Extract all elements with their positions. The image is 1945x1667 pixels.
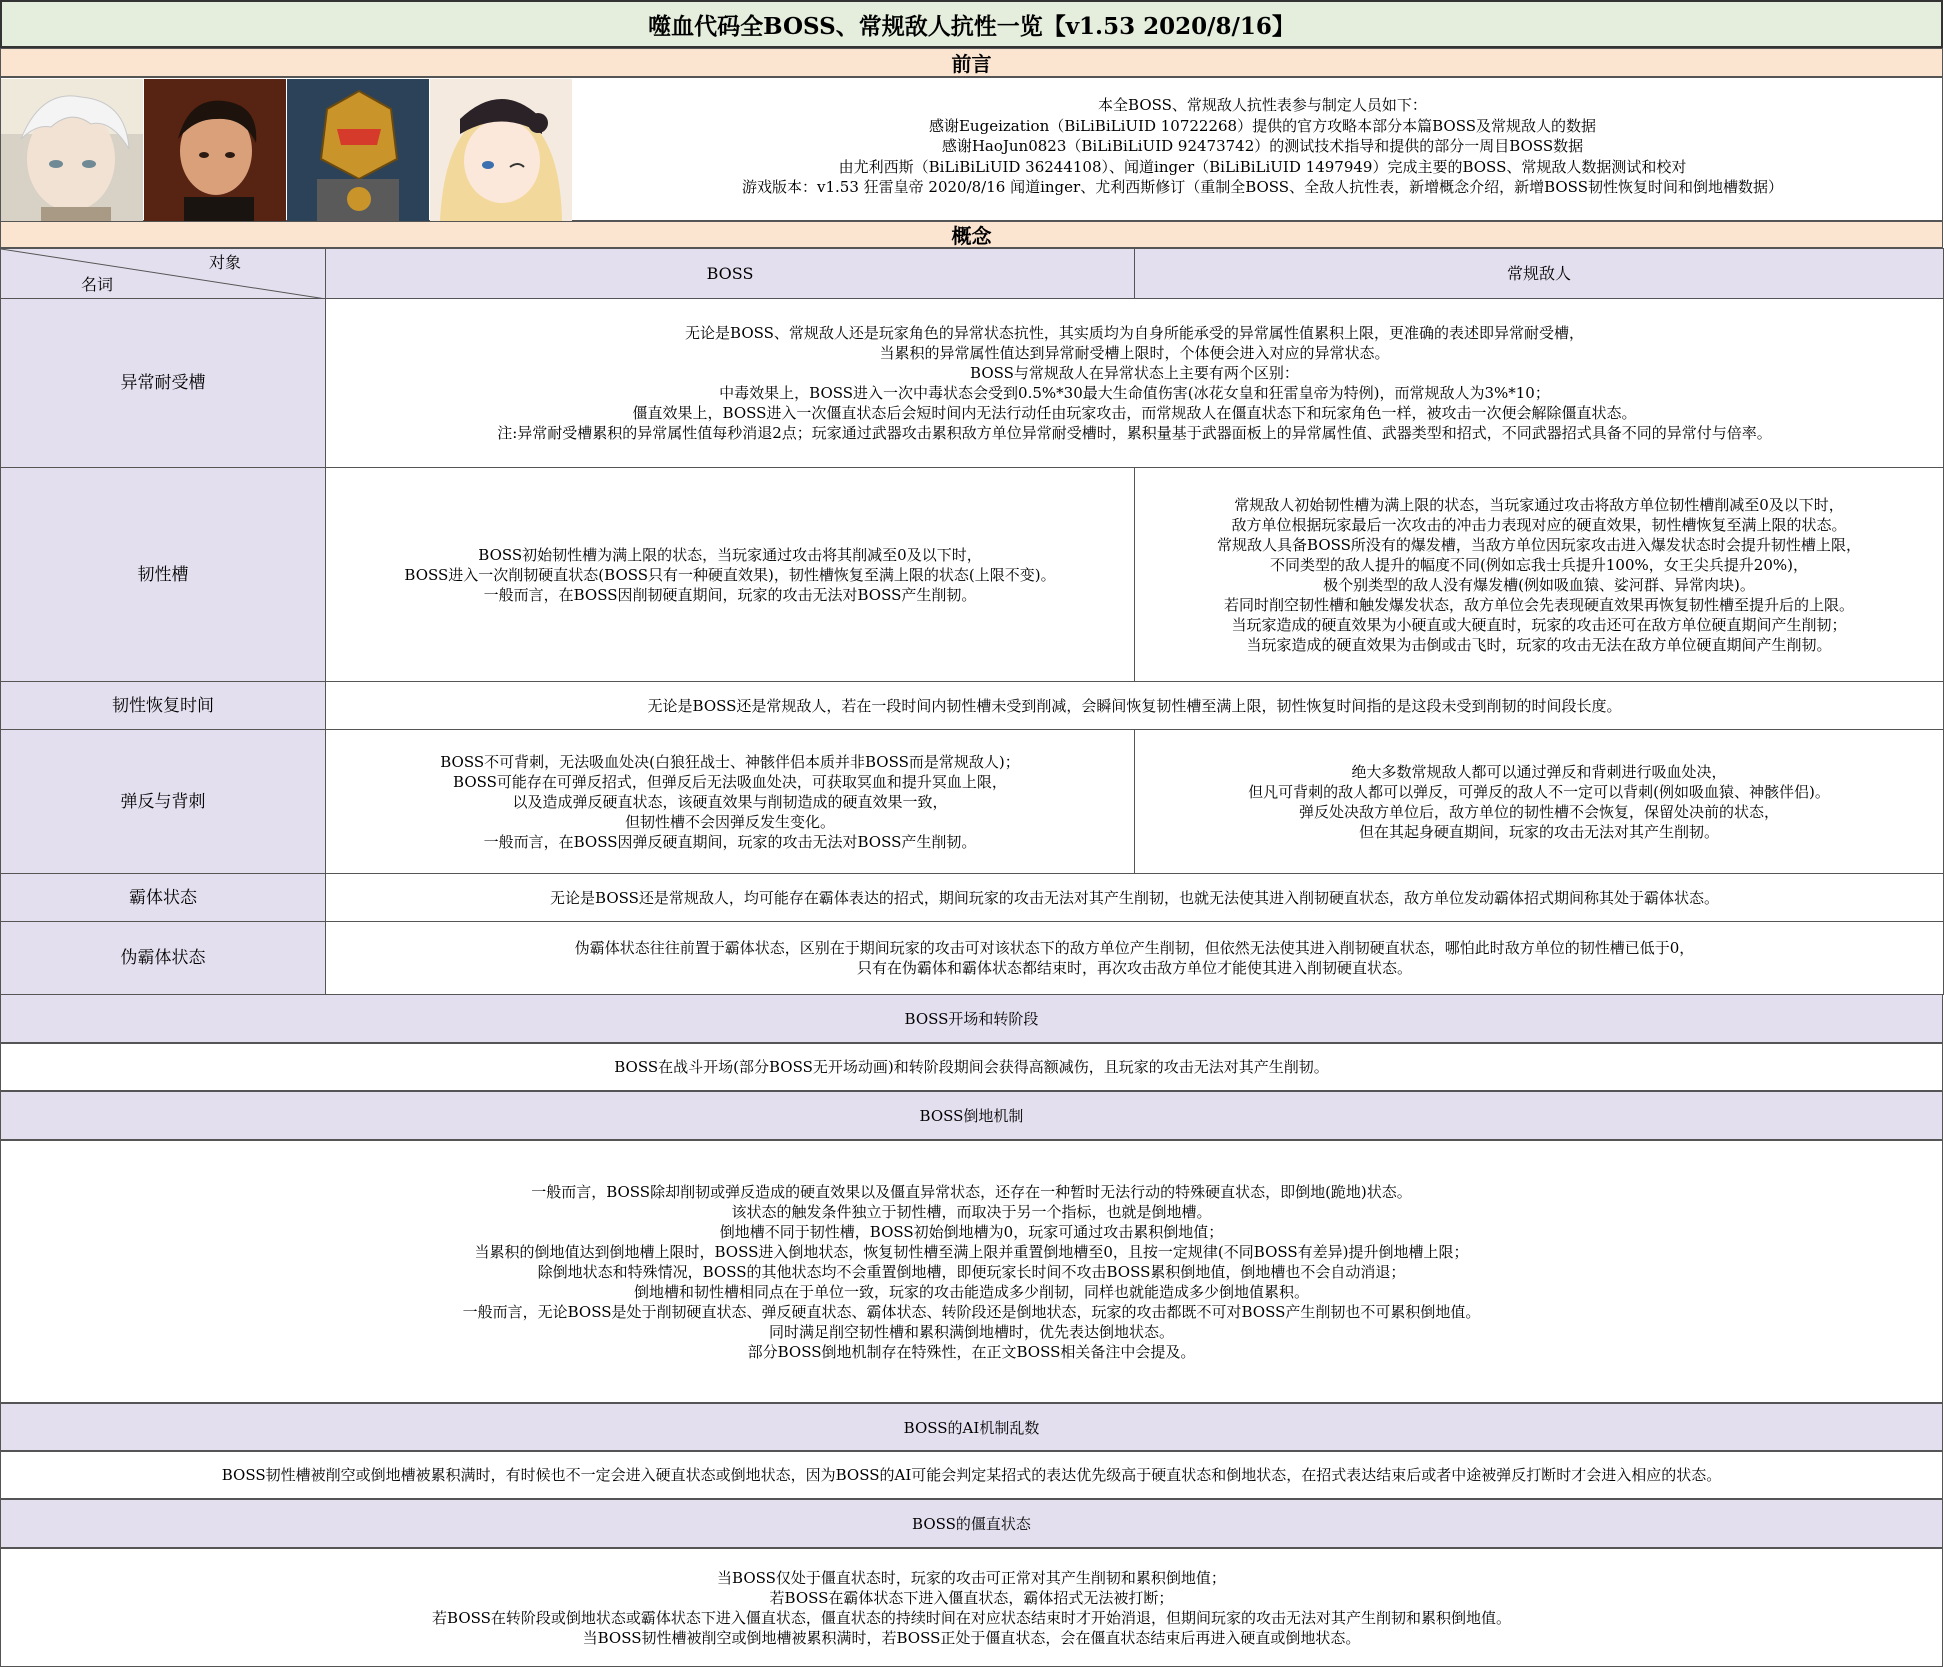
- block-ai-body: [0, 1451, 1943, 1499]
- block-line: BOSS在战斗开场(部分BOSS无开场动画)和转阶段期间会获得高额减伤，且玩家的攻击无法对其产生削韧。: [614, 1058, 1329, 1076]
- cell-line: 但在其起身硬直期间，玩家的攻击无法对其产生削韧。: [1358, 822, 1719, 841]
- cell-parry-enemy: [1135, 730, 1944, 874]
- block-line: 若BOSS在霸体状态下进入僵直状态，霸体招式无法被打断；: [769, 1588, 1174, 1607]
- cell-line: 无论是BOSS还是常规敌人，若在一段时间内韧性槽未受到削减，会瞬间恢复韧性槽至满上限，韧性恢复时间指的是这段未受到削韧的时间段长度。: [647, 696, 1622, 715]
- cell-line: 当玩家造成的硬直效果为小硬直或大硬直时，玩家的攻击还可在敌方单位硬直期间产生削韧；: [1231, 615, 1847, 634]
- term-recovery: 韧性恢复时间: [1, 682, 326, 730]
- avatar-blonde-girl: [430, 79, 572, 221]
- header-boss: BOSS: [326, 249, 1135, 299]
- block-line: 倒地槽和韧性槽相同点在于单位一致，玩家的攻击能造成多少削韧，同样也就能造成多少倒地值累积。: [633, 1282, 1309, 1301]
- cell-line: 敌方单位根据玩家最后一次攻击的冲击力表现对应的硬直效果，韧性槽恢复至满上限的状态。: [1231, 515, 1847, 534]
- intro-line: 感谢HaoJun0823（BiLiBiLiUID 92473742）的测试技术指导和提供的部分一周目BOSS数据: [941, 137, 1584, 155]
- cell-line: 不同类型的敌人提升的幅度不同(例如忘我士兵提升100%，女王尖兵提升20%)，: [1270, 555, 1808, 574]
- avatar-dark-hair: [144, 79, 286, 221]
- block-ai-title: BOSS的AI机制乱数: [0, 1403, 1943, 1451]
- term-superarmor: 霸体状态: [1, 874, 326, 922]
- block-line: 当BOSS韧性槽被削空或倒地槽被累积满时，若BOSS正处于僵直状态，会在僵直状态结束后再进入硬直或倒地状态。: [582, 1628, 1361, 1647]
- cell-line: BOSS不可背刺，无法吸血处决(白狼狂战士、神骸伴侣本质并非BOSS而是常规敌人)；: [440, 752, 1020, 771]
- block-line: 当BOSS仅处于僵直状态时，玩家的攻击可正常对其产生削韧和累积倒地值；: [717, 1568, 1226, 1587]
- cell-line: 一般而言，在BOSS因削韧硬直期间，玩家的攻击无法对BOSS产生削韧。: [483, 585, 977, 604]
- cell-line: BOSS可能存在可弹反招式，但弹反后无法吸血处决，可获取冥血和提升冥血上限，: [453, 772, 1007, 791]
- cell-poise-boss: [326, 468, 1135, 682]
- intro-text: [581, 95, 1944, 198]
- block-line: 一般而言，BOSS除却削韧或弹反造成的硬直效果以及僵直异常状态，还存在一种暂时无法行动的特殊硬直状态，即倒地(跪地)状态。: [531, 1182, 1412, 1201]
- header-enemy: 常规敌人: [1135, 249, 1944, 299]
- intro-line: 感谢Eugeization（BiLiBiLiUID 10722268）提供的官方攻略本部分本篇BOSS及常规敌人的数据: [928, 116, 1596, 135]
- cell-line: 常规敌人初始韧性槽为满上限的状态，当玩家通过攻击将敌方单位韧性槽削减至0及以下时，: [1234, 495, 1844, 514]
- corner-diagonal: [1, 249, 326, 299]
- cell-poise-enemy: [1135, 468, 1944, 682]
- cell-line: 当累积的异常属性值达到异常耐受槽上限时，个体便会进入对应的异常状态。: [879, 344, 1390, 362]
- intro-block: [0, 77, 1943, 221]
- cell-line: BOSS进入一次削韧硬直状态(BOSS只有一种硬直效果)，韧性槽恢复至满上限的状态(上限不变)。: [404, 565, 1056, 584]
- cell-line: 一般而言，在BOSS因弹反硬直期间，玩家的攻击无法对BOSS产生削韧。: [483, 832, 977, 851]
- intro-line: 游戏版本：v1.53 狂雷皇帝 2020/8/16 闻道inger、尤利西斯修订（重制全BOSS、全敌人抗性表，新增概念介绍，新增BOSS韧性恢复时间和倒地槽数据）: [742, 178, 1783, 196]
- block-line: 一般而言，无论BOSS是处于削韧硬直状态、弹反硬直状态、霸体状态、转阶段还是倒地状态，玩家的攻击都既不可对BOSS产生削韧也不可累积倒地值。: [462, 1302, 1481, 1321]
- cell-line: 当玩家造成的硬直效果为击倒或击飞时，玩家的攻击无法在敌方单位硬直期间产生削韧。: [1246, 635, 1832, 654]
- block-phase-body: [0, 1043, 1943, 1091]
- cell-line: 注:异常耐受槽累积的异常属性值每秒消退2点；玩家通过武器攻击累积敌方单位异常耐受槽时，累积量基于武器面板上的异常属性值、武器类型和招式，不同武器招式具备不同的异常付与倍率。: [497, 424, 1772, 442]
- block-down-title: BOSS倒地机制: [0, 1091, 1943, 1140]
- cell-superarmor: [326, 874, 1944, 922]
- block-line: 除倒地状态和特殊情况，BOSS的其他状态均不会重置倒地槽，即便玩家长时间不攻击BOSS累积倒地值，倒地槽也不会自动消退；: [537, 1262, 1406, 1281]
- cell-pseudo: [326, 922, 1944, 995]
- cell-line: 僵直效果上，BOSS进入一次僵直状态后会短时间内无法行动任由玩家攻击，而常规敌人在僵直状态下和玩家角色一样，被攻击一次便会解除僵直状态。: [632, 404, 1637, 422]
- intro-line: 由尤利西斯（BiLiBiLiUID 36244108）、闻道inger（BiLiBiLiUID 1497949）完成主要的BOSS、常规敌人数据测试和校对: [838, 157, 1687, 176]
- block-line: 当累积的倒地值达到倒地槽上限时，BOSS进入倒地状态，恢复韧性槽至满上限并重置倒地槽至0，且按一定规律(不同BOSS有差异)提升倒地槽上限；: [474, 1242, 1469, 1261]
- sheet-title: 噬血代码全BOSS、常规敌人抗性一览【v1.53 2020/8/16】: [0, 0, 1943, 48]
- term-poise: 韧性槽: [1, 468, 326, 682]
- block-down-body: [0, 1140, 1943, 1403]
- cell-line: 绝大多数常规敌人都可以通过弹反和背刺进行吸血处决，: [1351, 762, 1727, 781]
- block-line: 若BOSS在转阶段或倒地状态或霸体状态下进入僵直状态，僵直状态的持续时间在对应状态结束时才开始消退，但期间玩家的攻击无法对其产生削韧和累积倒地值。: [432, 1608, 1511, 1627]
- intro-line: 本全BOSS、常规敌人抗性表参与制定人员如下：: [1098, 96, 1427, 114]
- term-pseudo: 伪霸体状态: [1, 922, 326, 995]
- block-stiff-body: [0, 1548, 1943, 1667]
- cell-line: BOSS与常规敌人在异常状态上主要有两个区别：: [970, 364, 1299, 382]
- block-line: BOSS韧性槽被削空或倒地槽被累积满时，有时候也不一定会进入硬直状态或倒地状态，因为BOSS的AI可能会判定某招式的表达优先级高于硬直状态和倒地状态，在招式表达结束后或者中途被弹反打断时才会进入相应的状态。: [221, 1466, 1722, 1484]
- cell-line: 无论是BOSS、常规敌人还是玩家角色的异常状态抗性，其实质均为自身所能承受的异常属性值累积上限，更准确的表述即异常耐受槽，: [685, 324, 1584, 342]
- cell-line: 弹反处决敌方单位后，敌方单位的韧性槽不会恢复，保留处决前的状态，: [1298, 802, 1779, 821]
- corner-top-label: 对象: [209, 253, 242, 272]
- cell-line: 无论是BOSS还是常规敌人，均可能存在霸体表达的招式，期间玩家的攻击无法对其产生削韧，也就无法使其进入削韧硬直状态，敌方单位发动霸体招式期间称其处于霸体状态。: [550, 888, 1719, 907]
- cell-abnormal: [326, 299, 1944, 468]
- block-line: 该状态的触发条件独立于韧性槽，而取决于另一个指标，也就是倒地槽。: [731, 1202, 1212, 1221]
- avatar-armored-rider: [287, 79, 429, 221]
- cell-line: 只有在伪霸体和霸体状态都结束时，再次攻击敌方单位才能使其进入削韧硬直状态。: [856, 959, 1412, 977]
- cell-line: 但凡可背刺的敌人都可以弹反，可弹反的敌人不一定可以背刺(例如吸血猿、神骸伴侣)。: [1248, 782, 1830, 801]
- avatar-white-hair: [1, 79, 143, 221]
- cell-line: 中毒效果上，BOSS进入一次中毒状态会受到0.5%*30最大生命值伤害(冰花女皇和狂雷皇帝为特例)，而常规敌人为3%*10；: [719, 384, 1550, 402]
- cell-line: 极个别类型的敌人没有爆发槽(例如吸血猿、娑河群、异常肉块)。: [1323, 575, 1755, 594]
- block-line: 部分BOSS倒地机制存在特殊性，在正文BOSS相关备注中会提及。: [747, 1342, 1196, 1361]
- cell-line: 以及造成弹反硬直状态，该硬直效果与削韧造成的硬直效果一致，: [512, 792, 948, 811]
- cell-line: BOSS初始韧性槽为满上限的状态，当玩家通过攻击将其削减至0及以下时，: [478, 545, 982, 564]
- block-stiff-title: BOSS的僵直状态: [0, 1499, 1943, 1548]
- cell-line: 常规敌人具备BOSS所没有的爆发槽，当敌方单位因玩家攻击进入爆发状态时会提升韧性槽上限，: [1217, 535, 1861, 554]
- block-phase-title: BOSS开场和转阶段: [0, 994, 1943, 1043]
- cell-recovery: [326, 682, 1944, 730]
- section-concept: 概念: [0, 221, 1943, 248]
- cell-line: 若同时削空韧性槽和触发爆发状态，敌方单位会先表现硬直效果再恢复韧性槽至提升后的上限。: [1223, 595, 1854, 614]
- cell-parry-boss: [326, 730, 1135, 874]
- cell-line: 但韧性槽不会因弹反发生变化。: [624, 812, 835, 831]
- term-abnormal: 异常耐受槽: [1, 299, 326, 468]
- block-line: 同时满足削空韧性槽和累积满倒地槽时，优先表达倒地状态。: [768, 1322, 1174, 1341]
- section-preface: 前言: [0, 48, 1943, 77]
- header-corner: [1, 249, 326, 299]
- block-line: 倒地槽不同于韧性槽，BOSS初始倒地槽为0，玩家可通过攻击累积倒地值；: [719, 1222, 1224, 1241]
- concept-table: [0, 248, 1944, 995]
- cell-line: 伪霸体状态往往前置于霸体状态，区别在于期间玩家的攻击可对该状态下的敌方单位产生削韧，但依然无法使其进入削韧硬直状态，哪怕此时敌方单位的韧性槽已低于0，: [574, 939, 1695, 957]
- term-parry: 弹反与背刺: [1, 730, 326, 874]
- corner-bottom-label: 名词: [81, 275, 114, 294]
